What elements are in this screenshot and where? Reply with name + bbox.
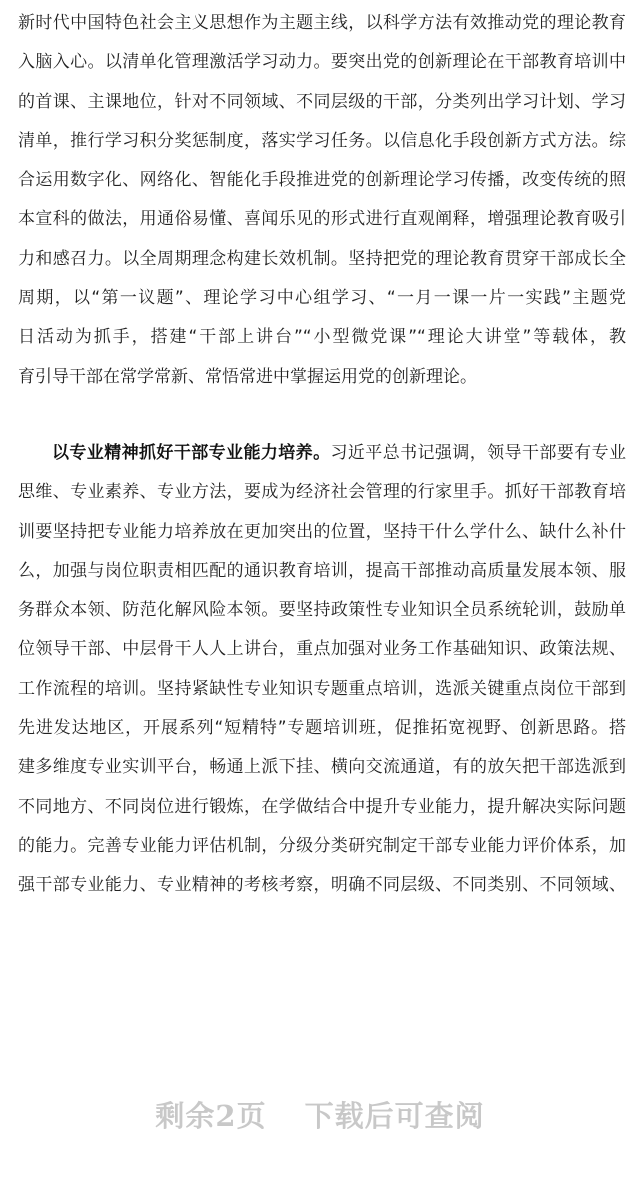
paragraph-line: 么，加强与岗位职责相匹配的通识教育培训，提高干部推动高质量发展本领、服	[18, 560, 626, 581]
download-to-view-text: 下载后可查阅	[304, 1099, 485, 1133]
paragraph-2	[0, 434, 640, 906]
paragraph-line: 训要坚持把专业能力培养放在更加突出的位置，坚持干什么学什么、缺什么补什	[18, 521, 626, 542]
paragraph-line: 合运用数字化、网络化、智能化手段推进党的创新理论学习传播，改变传统的照	[18, 170, 626, 191]
paragraph-line: 思维、专业素养、专业方法，要成为经济社会管理的行家里手。抓好干部教育培	[18, 482, 626, 503]
download-prompt[interactable]	[0, 1094, 640, 1135]
paragraph-line: 清单，推行学习积分奖惩制度，落实学习任务。以信息化手段创新方式方法。综	[18, 130, 626, 151]
paragraph-line: 工作流程的培训。坚持紧缺性专业知识专题重点培训，选派关键重点岗位干部到	[18, 678, 626, 699]
paragraph-line: 日活动为抓手，搭建“干部上讲台”“小型微党课”“理论大讲堂”等载体，教	[18, 327, 626, 348]
paragraph-1	[0, 0, 640, 397]
paragraph-line: 新时代中国特色社会主义思想作为主题主线，以科学方法有效推动党的理论教育	[18, 13, 626, 33]
paragraph-line: 本宣科的做法，用通俗易懂、喜闻乐见的形式进行直观阐释，增强理论教育吸引	[18, 209, 626, 230]
paragraph-line-rest: 习近平总书记强调，领导干部要有专业	[330, 442, 626, 463]
paragraph-first-line	[18, 434, 626, 473]
paragraph-line: 周期，以“第一议题”、理论学习中心组学习、“一月一课一片一实践”主题党	[18, 288, 626, 309]
paragraph-line: 入脑入心。以清单化管理激活学习动力。要突出党的创新理论在干部教育培训中	[18, 52, 626, 73]
section-heading: 以专业精神抓好干部专业能力培养。	[52, 442, 331, 463]
paragraph-line: 先进发达地区，开展系列“短精特”专题培训班，促推拓宽视野、创新思路。搭	[18, 718, 626, 739]
paragraph-line: 位领导干部、中层骨干人人上讲台，重点加强对业务工作基础知识、政策法规、	[18, 639, 626, 660]
paragraph-line: 的首课、主课地位，针对不同领域、不同层级的干部，分类列出学习计划、学习	[18, 91, 626, 112]
paragraph-line: 不同地方、不同岗位进行锻炼，在学做结合中提升专业能力，提升解决实际问题	[18, 796, 626, 817]
remaining-pages-text: 剩余2页	[155, 1099, 267, 1133]
paragraph-line: 育引导干部在常学常新、常悟常进中掌握运用党的创新理论。	[18, 366, 477, 387]
paragraph-line: 建多维度专业实训平台，畅通上派下挂、横向交流通道，有的放矢把干部选派到	[18, 757, 626, 778]
paragraph-line: 的能力。完善专业能力评估机制，分级分类研究制定干部专业能力评价体系，加	[18, 835, 626, 856]
paragraph-line: 务群众本领、防范化解风险本领。要坚持政策性专业知识全员系统轮训，鼓励单	[18, 600, 626, 621]
paragraph-line: 强干部专业能力、专业精神的考核考察，明确不同层级、不同类别、不同领域、	[18, 875, 626, 896]
paragraph-line: 力和感召力。以全周期理念构建长效机制。坚持把党的理论教育贯穿干部成长全	[18, 248, 626, 269]
